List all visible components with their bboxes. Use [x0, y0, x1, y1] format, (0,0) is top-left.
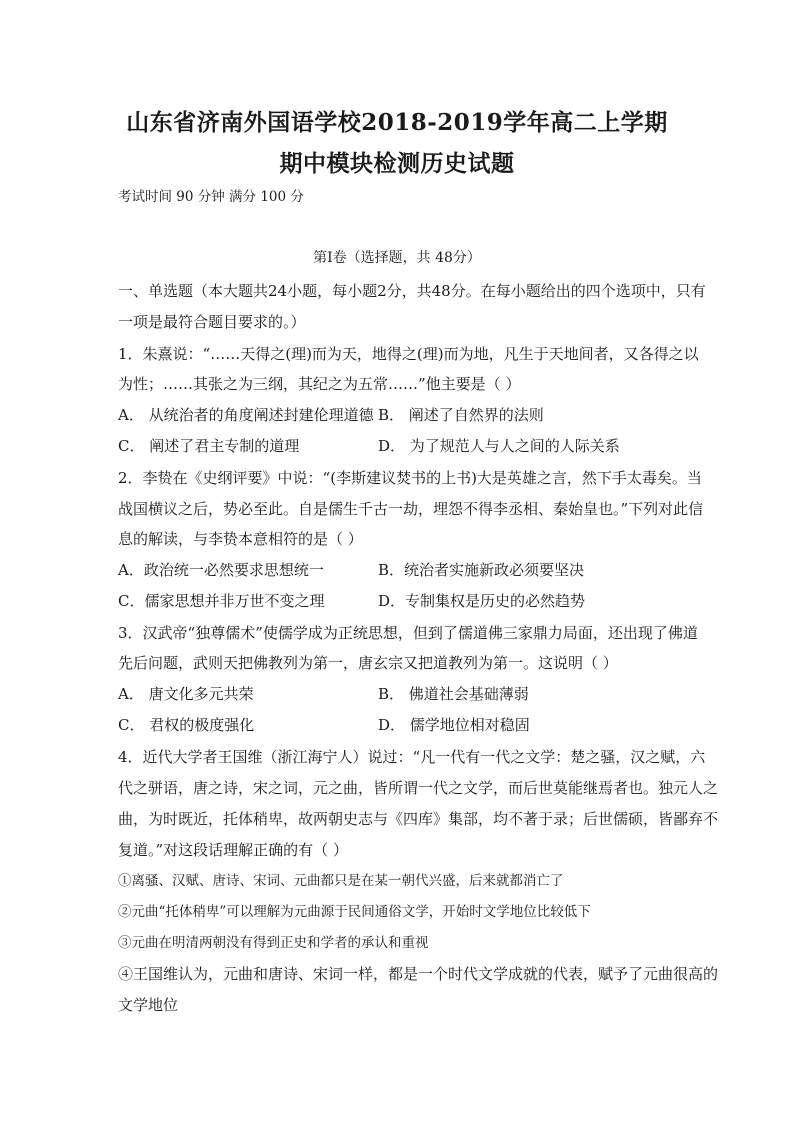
question-2-options-row — [118, 591, 678, 611]
question-4-statement-3: ③元曲在明清两朝没有得到正史和学者的承认和重视 — [118, 935, 429, 951]
question-1-options-row — [118, 405, 678, 425]
question-1-option-a[interactable]: A． 从统治者的角度阐述封建伦理道德 — [118, 406, 374, 424]
section-instructions: 一项是最符合题目要求的。） — [118, 313, 306, 331]
question-2-stem: 战国横议之后，势必至此。自是儒生千古一劫，埋怨不得李丞相、秦始皇也。”下列对此信 — [118, 500, 704, 518]
question-4-stem: 曲，为时既近，托体稍卑，故两朝史志与《四库》集部，均不著于录；后世儒硕，皆鄙弃不 — [118, 810, 719, 828]
question-4-stem: 代之骈语，唐之诗，宋之词，元之曲，皆所谓一代之文学，而后世莫能继焉者也。独元人之 — [118, 779, 719, 797]
question-1-stem: 为性；……其张之为三纲，其纪之为五常……”他主要是（ ） — [118, 375, 521, 393]
question-2-option-a[interactable]: A．政治统一必然要求思想统一 — [118, 561, 324, 579]
question-2-option-d[interactable]: D．专制集权是历史的必然趋势 — [378, 592, 586, 610]
question-4-stem: 复道。”对这段话理解正确的有（ ） — [118, 841, 348, 859]
question-1-option-d[interactable]: D． 为了规范人与人之间的人际关系 — [378, 437, 620, 455]
question-1-options-row — [118, 436, 678, 456]
section-instructions: 一、单选题（本大题共24小题，每小题2分，共48分。在每小题给出的四个选项中，只有 — [118, 282, 706, 300]
section-heading: 第Ⅰ卷（选择题，共 48分） — [313, 250, 481, 266]
question-4-statement-4: ④王国维认为，元曲和唐诗、宋词一样，都是一个时代文学成就的代表，赋予了元曲很高的 — [118, 965, 719, 983]
question-4-stem: 4．近代大学者王国维（浙江海宁人）说过：“凡一代有一代之文学：楚之骚，汉之赋，六 — [118, 748, 706, 766]
question-3-option-b[interactable]: B． 佛道社会基础薄弱 — [378, 685, 529, 703]
question-1-option-c[interactable]: C． 阐述了君主专制的道理 — [118, 437, 300, 455]
exam-info: 考试时间 90 分钟 满分 100 分 — [118, 189, 304, 205]
question-3-option-c[interactable]: C． 君权的极度强化 — [118, 716, 255, 734]
question-3-stem: 3．汉武帝“独尊儒术”使儒学成为正统思想，但到了儒道佛三家鼎力局面，还出现了佛道 — [118, 624, 698, 642]
exam-title-line1: 山东省济南外国语学校2018-2019学年高二上学期 — [126, 109, 668, 136]
question-3-option-a[interactable]: A． 唐文化多元共荣 — [118, 685, 254, 703]
question-2-stem: 2．李贽在《史纲评要》中说：“(李斯建议焚书的上书)大是英雄之言，然下手太毒矣。当 — [118, 469, 702, 487]
question-3-options-row — [118, 715, 678, 735]
question-2-options-row — [118, 560, 678, 580]
question-2-stem: 息的解读，与李贽本意相符的是（ ） — [118, 530, 363, 548]
question-3-option-d[interactable]: D． 儒学地位相对稳固 — [378, 716, 530, 734]
question-4-statement-1: ①离骚、汉赋、唐诗、宋词、元曲都只是在某一朝代兴盛，后来就都消亡了 — [118, 873, 564, 889]
question-1-option-b[interactable]: B． 阐述了自然界的法则 — [378, 406, 544, 424]
question-3-options-row — [118, 684, 678, 704]
question-4-statement-4-continued: 文学地位 — [118, 996, 179, 1014]
exam-title-line2: 期中模块检测历史试题 — [279, 150, 515, 177]
question-1-stem: 1．朱熹说：“……天得之(理)而为天，地得之(理)而为地，凡生于天地间者，又各得之以 — [118, 345, 699, 363]
question-2-option-c[interactable]: C．儒家思想并非万世不变之理 — [118, 592, 325, 610]
question-2-option-b[interactable]: B．统治者实施新政必须要坚决 — [378, 561, 585, 579]
question-4-statement-2: ②元曲“托体稍卑”可以理解为元曲源于民间通俗文学，开始时文学地位比较低下 — [118, 904, 591, 920]
question-3-stem: 先后问题，武则天把佛教列为第一，唐玄宗又把道教列为第一。这说明（ ） — [118, 654, 618, 672]
